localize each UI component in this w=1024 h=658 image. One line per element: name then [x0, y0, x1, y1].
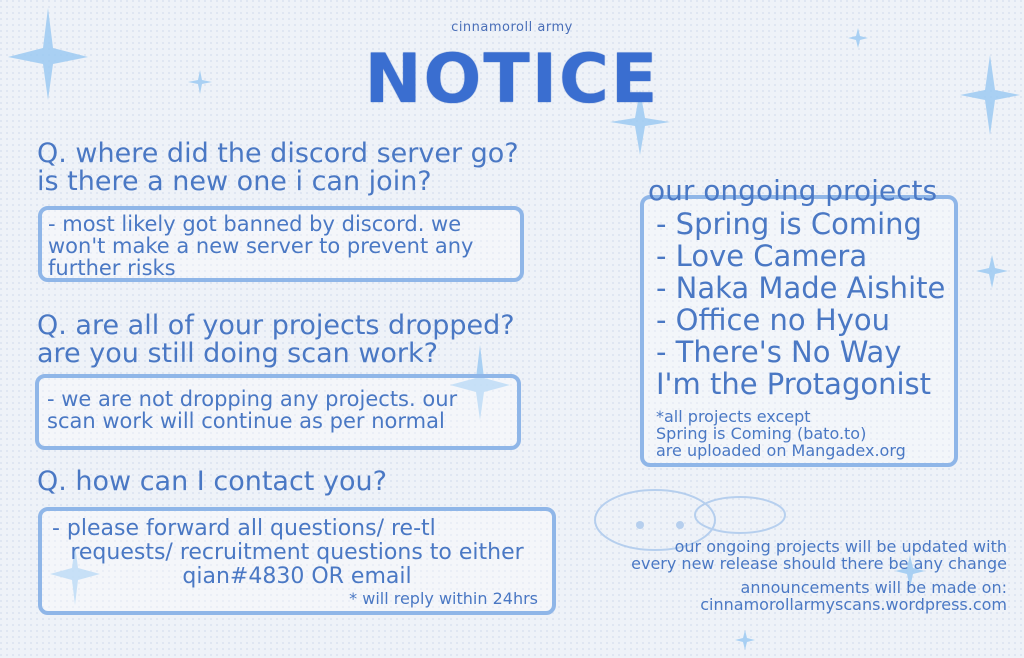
announcement-note: announcements will be made on: cinnamorollarmyscans.wordpress.com	[700, 578, 1007, 614]
projects-heading: our ongoing projects	[648, 174, 938, 207]
faq-question: Q. how can I contact you?	[37, 466, 387, 497]
sparkle-icon	[976, 255, 1008, 288]
faq-question: Q. where did the discord server go? is there a new one i can join?	[37, 138, 519, 197]
list-item: I'm the Protagonist	[656, 367, 932, 401]
faq-answer-box: - most likely got banned by discord. we won't make a new server to prevent any further risks	[38, 206, 524, 282]
sparkle-icon	[735, 630, 755, 650]
list-item: - Office no Hyou	[656, 303, 890, 337]
page-title: NOTICE	[364, 40, 660, 119]
list-item: - Naka Made Aishite	[656, 271, 946, 305]
projects-list	[656, 208, 945, 400]
faq-answer-box: - we are not dropping any projects. our scan work will continue as per normal	[35, 374, 521, 450]
faq-answer-box: - please forward all questions/ re-tl requests/ recruitment questions to either qian#4830 OR email * will reply within 24hrs	[38, 507, 556, 615]
website-link: cinnamorollarmyscans.wordpress.com	[700, 595, 1007, 614]
update-note: our ongoing projects will be updated with every new release should there be any change	[631, 537, 1007, 573]
projects-footnote: *all projects except Spring is Coming (bato.to) are uploaded on Mangadex.org	[656, 407, 906, 460]
brand-name: cinnamoroll army	[451, 20, 573, 35]
list-item: - Love Camera	[656, 239, 868, 273]
faq-question: Q. are all of your projects dropped? are you still doing scan work?	[37, 310, 515, 369]
list-item: - Spring is Coming	[656, 207, 922, 241]
list-item: - There's No Way	[656, 335, 902, 369]
